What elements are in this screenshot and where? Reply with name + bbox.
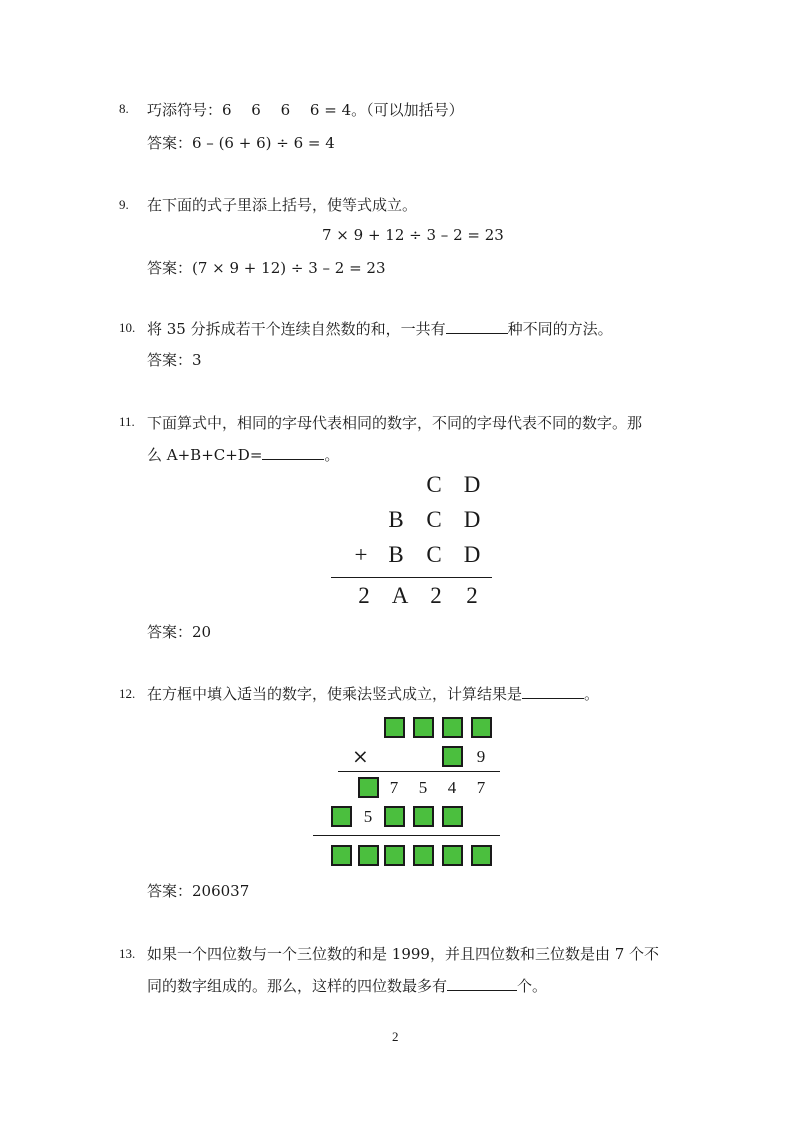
problem-11-number: 11. bbox=[119, 414, 135, 429]
addition-r4-c3: 2 bbox=[430, 583, 442, 608]
problem-9-answer: 答案：(7 × 9 + 12) ÷ 3 – 2 = 23 bbox=[147, 259, 386, 277]
problem-10-text-after: 种不同的方法。 bbox=[507, 320, 613, 338]
partial-digit-5: 5 bbox=[363, 807, 373, 826]
page-number: 2 bbox=[392, 1029, 399, 1044]
addition-r4-c4: 2 bbox=[466, 583, 478, 608]
partial-digit: 7 bbox=[476, 778, 486, 797]
digit-box bbox=[384, 806, 405, 827]
problem-13-blank bbox=[447, 976, 517, 991]
multiplier-digit-9: 9 bbox=[476, 747, 486, 766]
digit-box bbox=[384, 845, 405, 866]
addition-r2-c2: B bbox=[388, 507, 404, 532]
digit-box bbox=[442, 717, 463, 738]
problem-13-line2-before: 同的数字组成的。那么，这样的四位数最多有 bbox=[147, 977, 448, 995]
problem-10-text bbox=[147, 318, 613, 339]
addition-r4-c2: A bbox=[391, 583, 409, 608]
digit-box bbox=[358, 777, 379, 798]
digit-box bbox=[471, 845, 492, 866]
addition-plus-sign: + bbox=[354, 542, 368, 567]
partial-digit: 4 bbox=[447, 778, 457, 797]
digit-box bbox=[413, 717, 434, 738]
problem-8-answer: 答案：6 – (6 + 6) ÷ 6 = 4 bbox=[147, 134, 335, 152]
problem-11-answer: 答案：20 bbox=[147, 623, 212, 641]
addition-sum-line bbox=[331, 577, 492, 578]
digit-box bbox=[384, 717, 405, 738]
problem-12-text bbox=[147, 683, 599, 704]
problem-12-blank bbox=[522, 684, 584, 699]
problem-9-equation: 7 × 9 + 12 ÷ 3 – 2 = 23 bbox=[322, 226, 504, 244]
problem-11-line2-before: 么 A+B+C+D= bbox=[147, 446, 263, 464]
problem-12-number: 12. bbox=[119, 686, 136, 701]
addition-r1-c4: D bbox=[463, 472, 481, 497]
problem-11-line1: 下面算式中，相同的字母代表相同的数字，不同的字母代表不同的数字。那 bbox=[147, 414, 643, 432]
digit-box bbox=[331, 845, 352, 866]
addition-r2-c4: D bbox=[463, 507, 481, 532]
multiplication-line-1 bbox=[338, 771, 500, 772]
problem-12-answer: 答案：206037 bbox=[147, 882, 250, 900]
multiplication-line-2 bbox=[313, 835, 500, 836]
addition-r3-c4: D bbox=[463, 542, 481, 567]
digit-box bbox=[331, 806, 352, 827]
problem-9-text: 在下面的式子里添上括号，使等式成立。 bbox=[147, 196, 418, 214]
digit-box bbox=[413, 845, 434, 866]
problem-11-blank bbox=[262, 445, 324, 460]
problem-13-line2-after: 个。 bbox=[517, 977, 548, 995]
digit-box bbox=[442, 845, 463, 866]
problem-8-number: 8. bbox=[119, 101, 129, 116]
problem-10-text-before: 将 35 分拆成若干个连续自然数的和，一共有 bbox=[147, 320, 446, 338]
digit-box bbox=[358, 845, 379, 866]
digit-box bbox=[413, 806, 434, 827]
addition-r3-c3: C bbox=[426, 542, 442, 567]
addition-r1-c3: C bbox=[426, 472, 442, 497]
digit-box bbox=[471, 717, 492, 738]
partial-digit: 5 bbox=[418, 778, 428, 797]
addition-r4-c1: 2 bbox=[358, 583, 370, 608]
problem-8-text: 巧添符号：6 6 6 6 = 4。（可以加括号） bbox=[147, 101, 464, 119]
addition-r3-c2: B bbox=[388, 542, 404, 567]
problem-11-line2-after: 。 bbox=[324, 446, 340, 464]
digit-box bbox=[442, 746, 463, 767]
problem-10-answer: 答案：3 bbox=[147, 351, 202, 369]
problem-11-line2 bbox=[147, 444, 339, 465]
problem-12-text-after: 。 bbox=[584, 685, 600, 703]
problem-12-text-before: 在方框中填入适当的数字，使乘法竖式成立，计算结果是 bbox=[147, 685, 523, 703]
addition-r2-c3: C bbox=[426, 507, 442, 532]
digit-box bbox=[442, 806, 463, 827]
multiplication-sign: × bbox=[352, 744, 369, 768]
partial-digit: 7 bbox=[389, 778, 399, 797]
problem-10-number: 10. bbox=[119, 320, 136, 335]
problem-13-number: 13. bbox=[119, 946, 136, 961]
problem-13-line2 bbox=[147, 975, 547, 996]
problem-13-line1: 如果一个四位数与一个三位数的和是 1999，并且四位数和三位数是由 7 个不 bbox=[147, 945, 660, 963]
problem-9-number: 9. bbox=[119, 197, 129, 212]
problem-10-blank bbox=[446, 319, 508, 334]
